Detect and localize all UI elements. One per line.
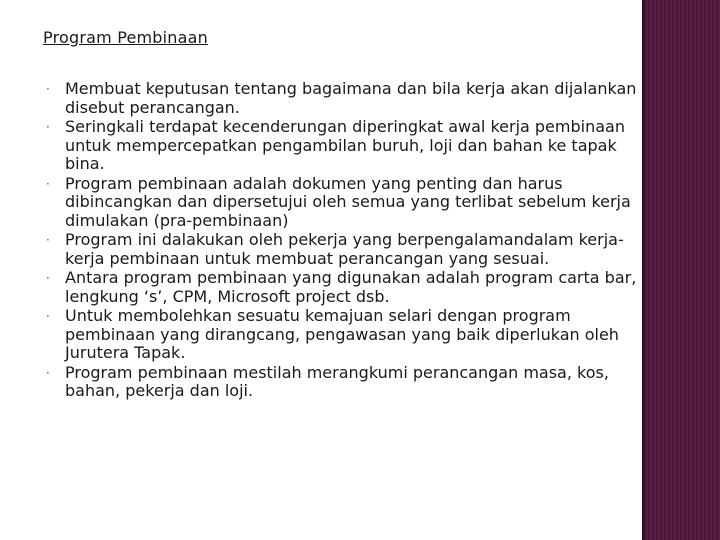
- bullet-marker-icon: ·: [46, 120, 50, 134]
- list-item-text: Program pembinaan adalah dokumen yang penting dan harus dibincangkan dan dipersetujui oleh semua yang terlibat sebelum kerja dimulakan (pra-pembinaan): [65, 173, 631, 230]
- list-item: [43, 364, 643, 401]
- list-item: [43, 175, 643, 231]
- list-item: [43, 307, 643, 363]
- list-item-text: Antara program pembinaan yang digunakan adalah program carta bar, lengkung ‘s’, CPM, Microsoft project dsb.: [65, 268, 637, 306]
- list-item-text: Program ini dalakukan oleh pekerja yang berpengalamandalam kerja-kerja pembinaan untuk membuat perancangan yang sesuai.: [65, 230, 624, 268]
- bullet-marker-icon: ·: [46, 176, 50, 191]
- list-item: [43, 231, 643, 268]
- bullet-marker-icon: ·: [46, 233, 50, 247]
- bullet-marker-icon: ·: [46, 309, 50, 323]
- list-item: [43, 269, 643, 306]
- list-item: [43, 118, 643, 174]
- bullet-marker-icon: ·: [46, 271, 50, 285]
- bullet-marker-icon: ·: [46, 82, 50, 96]
- list-item-text: Membuat keputusan tentang bagaimana dan bila kerja akan dijalankan disebut perancangan.: [65, 79, 637, 117]
- list-item-text: Program pembinaan mestilah merangkumi perancangan masa, kos, bahan, pekerja dan loji.: [65, 362, 609, 400]
- decorative-side-band: [642, 0, 720, 540]
- list-item: [43, 80, 643, 117]
- slide-title: Program Pembinaan: [43, 28, 208, 47]
- bullet-list: [43, 80, 643, 402]
- list-item-text: Untuk membolehkan sesuatu kemajuan selari dengan program pembinaan yang dirangcang, pengawasan yang baik diperlukan oleh Jurutera Tapak.: [65, 306, 619, 362]
- list-item-text: Seringkali terdapat kecenderungan diperingkat awal kerja pembinaan untuk mempercepatkan pengambilan buruh, loji dan bahan ke tapak bina.: [65, 117, 625, 173]
- bullet-marker-icon: ·: [46, 365, 50, 380]
